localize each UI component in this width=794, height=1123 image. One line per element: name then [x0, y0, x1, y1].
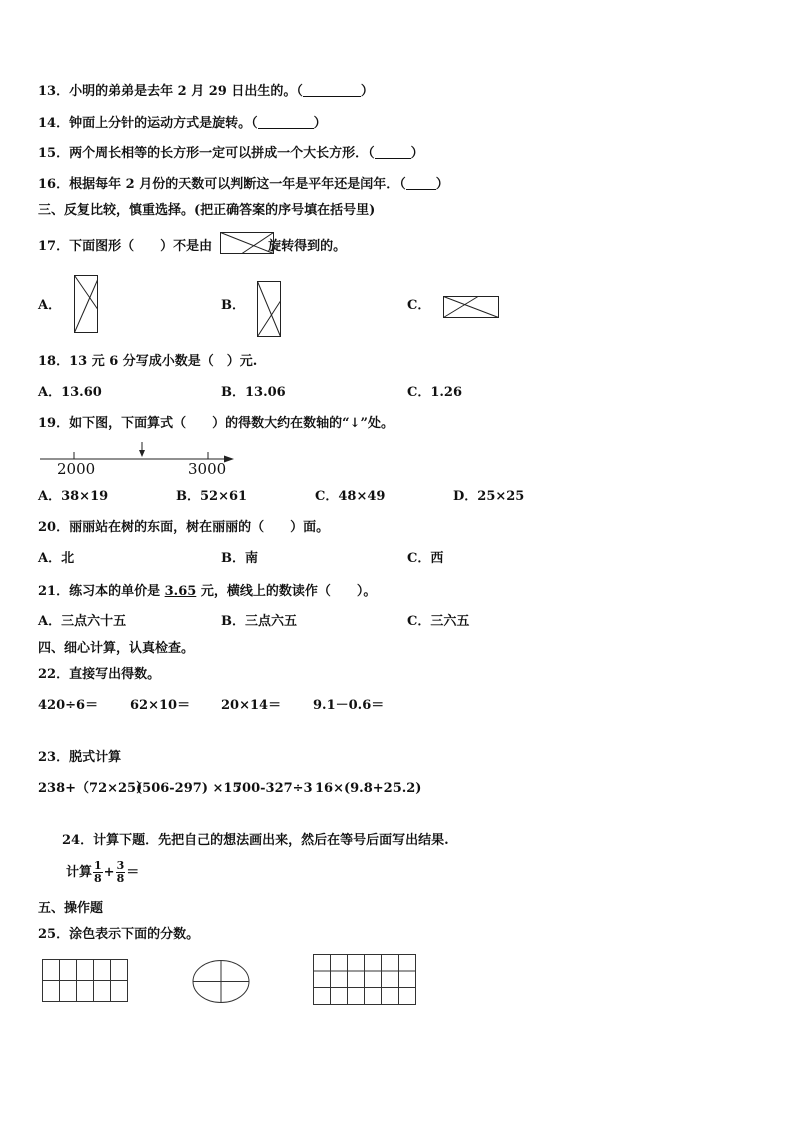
- down-arrow-icon: [139, 450, 145, 457]
- q25-circle-quarters[interactable]: [192, 960, 250, 1003]
- q23-item-1: 238+（72×25）: [38, 781, 150, 796]
- q17-option-a[interactable]: A．: [38, 298, 62, 313]
- question-15: 15．两个周长相等的长方形一定可以拼成一个大长方形．（ ）: [38, 146, 424, 161]
- question-15-text: 15．两个周长相等的长方形一定可以拼成一个大长方形．（: [38, 146, 375, 161]
- q20-option-b[interactable]: B．南: [221, 551, 258, 566]
- q19-axis-label-3000: 3000: [188, 460, 227, 478]
- section-5-heading: 五、操作题: [38, 901, 104, 916]
- q23-item-3: 700-327÷3: [233, 781, 313, 796]
- question-17: 17．下面图形（ ）不是由 旋转得到的。: [38, 239, 347, 254]
- question-20: 20．丽丽站在树的东面，树在丽丽的（ ）面。: [38, 520, 330, 535]
- q20-option-a[interactable]: A．北: [38, 551, 75, 566]
- question-19: 19．如下图，下面算式（ ）的得数大约在数轴的“↓”处。: [38, 416, 394, 431]
- question-24: 24．计算下题．先把自己的想法画出来，然后在等号后面写出结果.: [62, 833, 449, 848]
- section-4-heading: 四、细心计算，认真检查。: [38, 641, 195, 656]
- q21-option-a[interactable]: A．三点六十五: [38, 614, 127, 629]
- q19-axis-label-2000: 2000: [57, 460, 96, 478]
- q25-grid-rectangle-5x2[interactable]: [42, 959, 128, 1002]
- q21-option-b[interactable]: B．三点六五: [221, 614, 297, 629]
- question-23: 23．脱式计算: [38, 750, 122, 765]
- q17-option-b-figure: [257, 281, 281, 337]
- answer-blank-15[interactable]: [375, 146, 411, 159]
- q19-option-b[interactable]: B．52×61: [176, 489, 248, 504]
- question-18: 18．13 元 6 分写成小数是（ ）元.: [38, 354, 258, 369]
- q18-option-a[interactable]: A．13.60: [38, 385, 102, 400]
- question-14: 14．钟面上分针的运动方式是旋转。（ ）: [38, 116, 327, 131]
- question-13-text: 13．小明的弟弟是去年 2 月 29 日出生的。（: [38, 84, 303, 99]
- q17-option-c[interactable]: C．: [407, 298, 431, 313]
- section-3-heading: 三、反复比较，慎重选择。(把正确答案的序号填在括号里): [38, 203, 376, 218]
- q21-option-c[interactable]: C．三六五: [407, 614, 470, 629]
- q24-fraction-1: $\frac{1}{8}$: [94, 859, 102, 885]
- q23-item-2: (506-297) ×15: [136, 781, 242, 796]
- q22-item-3: 20×14＝: [221, 698, 282, 713]
- question-22: 22．直接写出得数。: [38, 667, 161, 682]
- q22-item-2: 62×10＝: [130, 698, 191, 713]
- question-25: 25．涂色表示下面的分数。: [38, 927, 200, 942]
- q22-item-1: 420÷6＝: [38, 698, 99, 713]
- answer-blank-16[interactable]: [406, 177, 436, 190]
- q19-option-d[interactable]: D．25×25: [453, 489, 525, 504]
- q22-item-4: 9.1－0.6＝: [313, 698, 385, 713]
- q19-option-c[interactable]: C．48×49: [315, 489, 386, 504]
- answer-blank-14[interactable]: [258, 116, 314, 129]
- question-13: 13．小明的弟弟是去年 2 月 29 日出生的。（ ）: [38, 84, 374, 99]
- q19-option-a[interactable]: A．38×19: [38, 489, 109, 504]
- q17-option-c-figure: [443, 296, 499, 318]
- q18-option-c[interactable]: C．1.26: [407, 385, 463, 400]
- q17-reference-rectangle: [220, 232, 274, 254]
- q20-option-c[interactable]: C．西: [407, 551, 444, 566]
- q24-expression: 计算 $\frac{1}{8}$ + $\frac{3}{8}$ ＝: [66, 859, 140, 885]
- q23-item-4: 16×(9.8+25.2): [315, 781, 422, 796]
- q17-option-a-figure: [74, 275, 98, 333]
- question-21: 21．练习本的单价是 3.65 元，横线上的数读作（ ）。: [38, 584, 377, 599]
- q21-underlined-price: 3.65: [164, 584, 197, 599]
- q18-option-b[interactable]: B．13.06: [221, 385, 286, 400]
- question-16-text: 16．根据每年 2 月份的天数可以判断这一年是平年还是闰年．（: [38, 177, 406, 192]
- question-14-text: 14．钟面上分针的运动方式是旋转。（: [38, 116, 258, 131]
- q25-grid-rectangle-6x3[interactable]: [313, 954, 416, 1005]
- question-16: 16．根据每年 2 月份的天数可以判断这一年是平年还是闰年．（ ）: [38, 177, 449, 192]
- q24-fraction-2: $\frac{3}{8}$: [116, 859, 125, 885]
- answer-blank-13[interactable]: [303, 84, 361, 97]
- q17-option-b[interactable]: B．: [221, 298, 245, 313]
